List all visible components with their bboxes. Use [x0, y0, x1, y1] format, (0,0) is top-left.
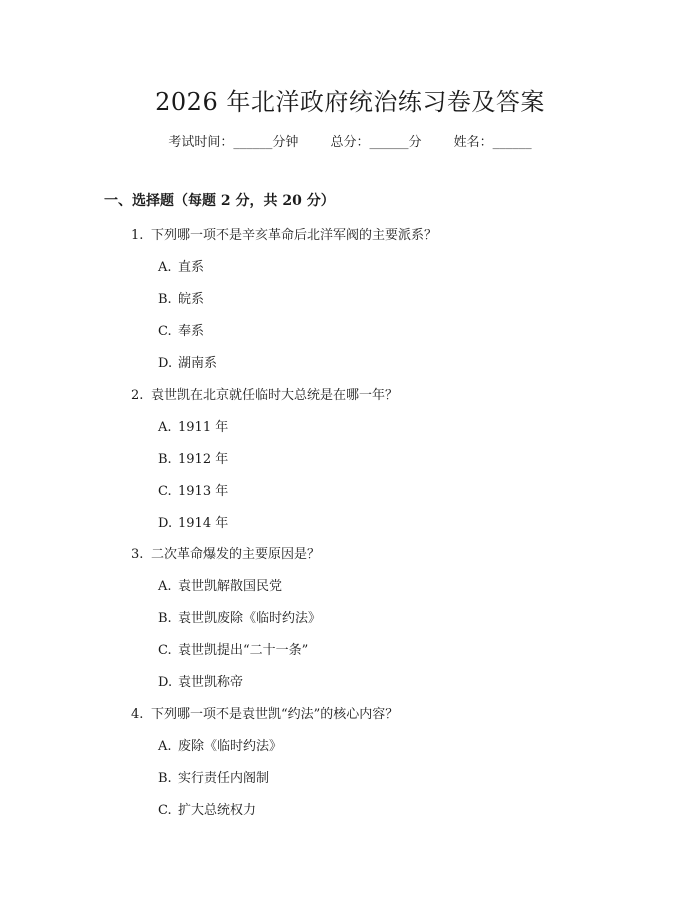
option-letter: D. — [158, 356, 173, 371]
question-number: 2. — [131, 388, 144, 403]
name-field: 姓名：______ — [453, 135, 532, 150]
option-text: 袁世凯提出“二十一条” — [178, 643, 309, 658]
option-text: 袁世凯解散国民党 — [178, 579, 283, 594]
option-text: 1911 年 — [178, 420, 229, 435]
option-text: 扩大总统权力 — [178, 803, 257, 818]
option-text: 实行责任内阁制 — [178, 771, 270, 786]
option-1b — [158, 288, 204, 307]
option-letter: C. — [158, 803, 172, 818]
exam-meta — [0, 131, 700, 150]
option-3b — [158, 607, 321, 626]
option-3c — [158, 639, 308, 658]
section-heading: 一、选择题（每题 2 分，共 20 分） — [104, 193, 335, 209]
option-3d — [158, 671, 243, 690]
option-letter: C. — [158, 643, 172, 658]
option-2a — [158, 416, 228, 435]
option-1c — [158, 320, 204, 339]
option-1a — [158, 256, 204, 275]
option-4b — [158, 767, 269, 786]
option-letter: A. — [158, 579, 172, 594]
option-letter: A. — [158, 739, 172, 754]
option-2d — [158, 512, 228, 531]
question-text: 袁世凯在北京就任临时大总统是在哪一年？ — [151, 388, 399, 403]
option-text: 奉系 — [178, 324, 205, 339]
option-text: 1912 年 — [178, 452, 229, 467]
option-text: 1913 年 — [178, 484, 229, 499]
option-letter: D. — [158, 675, 173, 690]
option-text: 袁世凯废除《临时约法》 — [178, 611, 322, 626]
option-letter: A. — [158, 420, 172, 435]
option-text: 废除《临时约法》 — [178, 739, 283, 754]
option-text: 湖南系 — [178, 356, 218, 371]
page-title: 2026 年北洋政府统治练习卷及答案 — [155, 88, 545, 116]
option-letter: D. — [158, 516, 173, 531]
option-letter: A. — [158, 260, 172, 275]
option-4a — [158, 735, 282, 754]
question-text: 下列哪一项不是袁世凯“约法”的核心内容？ — [151, 707, 399, 722]
question-number: 4. — [131, 707, 144, 722]
question-text: 下列哪一项不是辛亥革命后北洋军阀的主要派系？ — [151, 228, 438, 243]
total-score-field: 总分：______分 — [330, 135, 422, 150]
question-2 — [131, 384, 398, 403]
question-text: 二次革命爆发的主要原因是？ — [151, 547, 321, 562]
option-letter: B. — [158, 292, 172, 307]
option-text: 直系 — [178, 260, 205, 275]
question-4 — [131, 703, 398, 722]
option-letter: B. — [158, 771, 172, 786]
exam-time-field: 考试时间：______分钟 — [168, 135, 299, 150]
option-letter: B. — [158, 611, 172, 626]
option-letter: C. — [158, 484, 172, 499]
question-number: 1. — [131, 228, 144, 243]
option-text: 1914 年 — [178, 516, 229, 531]
option-2c — [158, 480, 228, 499]
option-letter: B. — [158, 452, 172, 467]
question-3 — [131, 543, 320, 562]
option-3a — [158, 575, 282, 594]
option-2b — [158, 448, 228, 467]
option-4c — [158, 799, 256, 818]
option-text: 袁世凯称帝 — [178, 675, 244, 690]
question-1 — [131, 224, 437, 243]
option-letter: C. — [158, 324, 172, 339]
option-text: 皖系 — [178, 292, 205, 307]
question-number: 3. — [131, 547, 144, 562]
option-1d — [158, 352, 217, 371]
